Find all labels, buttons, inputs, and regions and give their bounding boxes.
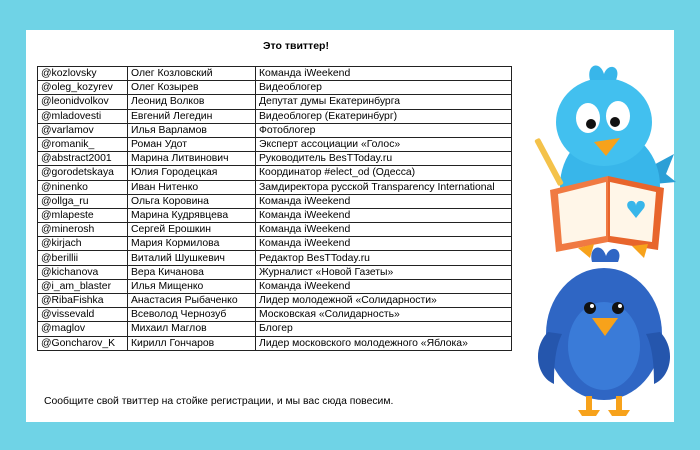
twitter-handle: @berillii xyxy=(38,251,128,265)
twitter-handle: @abstract2001 xyxy=(38,152,128,166)
table-row xyxy=(38,109,512,123)
person-role: Лидер молодежной «Солидарности» xyxy=(256,294,512,308)
table-row xyxy=(38,152,512,166)
person-name: Виталий Шушкевич xyxy=(128,251,256,265)
person-name: Марина Кудрявцева xyxy=(128,208,256,222)
twitter-handle: @RibaFishka xyxy=(38,294,128,308)
table-row xyxy=(38,166,512,180)
person-role: Команда iWeekend xyxy=(256,223,512,237)
table-row xyxy=(38,322,512,336)
person-role: Команда iWeekend xyxy=(256,67,512,81)
twitter-handle: @maglov xyxy=(38,322,128,336)
table-row xyxy=(38,336,512,350)
person-name: Ольга Коровина xyxy=(128,194,256,208)
person-role: Лидер московского молодежного «Яблока» xyxy=(256,336,512,350)
person-role: Замдиректора русской Transparency International xyxy=(256,180,512,194)
twitter-handle: @vissevald xyxy=(38,308,128,322)
twitter-handle: @oleg_kozyrev xyxy=(38,81,128,95)
person-name: Роман Удот xyxy=(128,137,256,151)
person-role: Координатор #elect_od (Одесса) xyxy=(256,166,512,180)
twitter-handle: @mladovesti xyxy=(38,109,128,123)
table-row xyxy=(38,180,512,194)
table-body xyxy=(38,67,512,351)
person-role: Московская «Солидарность» xyxy=(256,308,512,322)
person-name: Леонид Волков xyxy=(128,95,256,109)
reading-bird-illustration xyxy=(528,58,676,260)
twitter-handle: @leonidvolkov xyxy=(38,95,128,109)
person-name: Сергей Ерошкин xyxy=(128,223,256,237)
person-name: Кирилл Гончаров xyxy=(128,336,256,350)
person-role: Команда iWeekend xyxy=(256,279,512,293)
table-row xyxy=(38,95,512,109)
twitter-handle: @kirjach xyxy=(38,237,128,251)
person-name: Мария Кормилова xyxy=(128,237,256,251)
person-role: Команда iWeekend xyxy=(256,208,512,222)
twitter-handle: @mlapeste xyxy=(38,208,128,222)
person-role: Команда iWeekend xyxy=(256,194,512,208)
person-name: Илья Варламов xyxy=(128,123,256,137)
person-name: Илья Мищенко xyxy=(128,279,256,293)
blue-bird-illustration xyxy=(532,242,676,420)
twitter-handle: @Goncharov_K xyxy=(38,336,128,350)
table-row xyxy=(38,265,512,279)
twitter-handle: @kozlovsky xyxy=(38,67,128,81)
person-role: Видеоблогер (Екатеринбург) xyxy=(256,109,512,123)
twitter-handle: @gorodetskaya xyxy=(38,166,128,180)
twitter-handle: @kichanova xyxy=(38,265,128,279)
twitter-handle: @romanik_ xyxy=(38,137,128,151)
person-name: Юлия Городецкая xyxy=(128,166,256,180)
person-name: Олег Козловский xyxy=(128,67,256,81)
page-title: Это твиттер! xyxy=(263,40,329,52)
table-row xyxy=(38,137,512,151)
table-row xyxy=(38,67,512,81)
table-row xyxy=(38,81,512,95)
person-name: Анастасия Рыбаченко xyxy=(128,294,256,308)
twitter-handle: @ninenko xyxy=(38,180,128,194)
person-role: Команда iWeekend xyxy=(256,237,512,251)
table-row xyxy=(38,279,512,293)
twitter-handle: @i_am_blaster xyxy=(38,279,128,293)
twitter-handle: @varlamov xyxy=(38,123,128,137)
person-name: Олег Козырев xyxy=(128,81,256,95)
table-row xyxy=(38,194,512,208)
person-name: Марина Литвинович xyxy=(128,152,256,166)
person-name: Иван Нитенко xyxy=(128,180,256,194)
twitter-handle: @ollga_ru xyxy=(38,194,128,208)
table-row xyxy=(38,123,512,137)
table-row xyxy=(38,208,512,222)
table-row xyxy=(38,294,512,308)
person-role: Эксперт ассоциации «Голос» xyxy=(256,137,512,151)
person-name: Михаил Маглов xyxy=(128,322,256,336)
person-role: Депутат думы Екатеринбурга xyxy=(256,95,512,109)
person-role: Журналист «Новой Газеты» xyxy=(256,265,512,279)
table-row xyxy=(38,223,512,237)
person-role: Блогер xyxy=(256,322,512,336)
table-row xyxy=(38,308,512,322)
person-role: Редактор BesTToday.ru xyxy=(256,251,512,265)
person-role: Руководитель BesTToday.ru xyxy=(256,152,512,166)
person-role: Фотоблогер xyxy=(256,123,512,137)
person-role: Видеоблогер xyxy=(256,81,512,95)
twitter-accounts-table xyxy=(37,66,512,351)
content-sheet xyxy=(26,30,674,422)
table-row xyxy=(38,251,512,265)
person-name: Всеволод Чернозуб xyxy=(128,308,256,322)
person-name: Вера Кичанова xyxy=(128,265,256,279)
person-name: Евгений Легедин xyxy=(128,109,256,123)
twitter-handle: @minerosh xyxy=(38,223,128,237)
table-row xyxy=(38,237,512,251)
footer-note: Сообщите свой твиттер на стойке регистрации, и мы вас сюда повесим. xyxy=(44,396,394,407)
